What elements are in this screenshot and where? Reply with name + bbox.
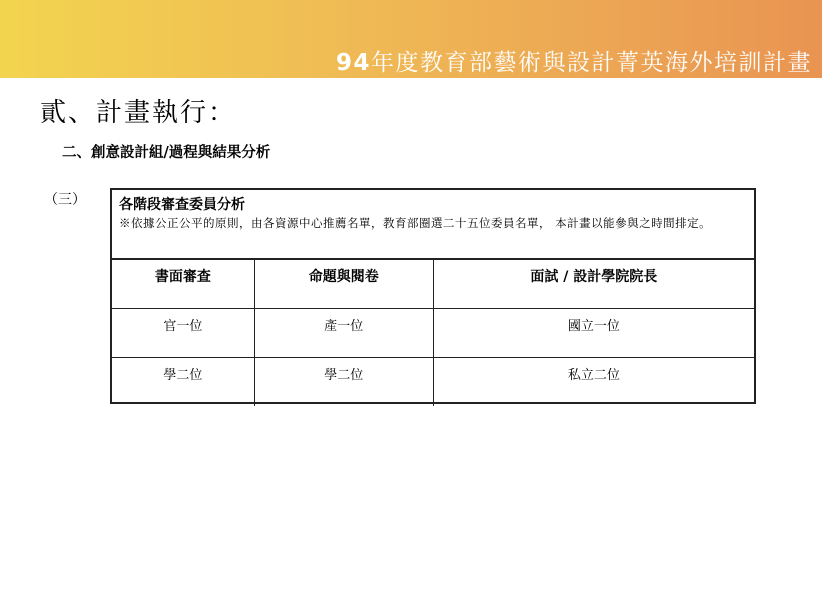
section-heading: 貳、計畫執行：: [40, 98, 237, 128]
table-row: [112, 358, 754, 407]
column-header: [112, 259, 254, 309]
table-cell: [112, 358, 254, 407]
cell-text: 產一位: [324, 319, 364, 334]
program-year: 94: [335, 50, 371, 76]
cell-text: 國立一位: [567, 319, 620, 334]
column-header: [433, 259, 754, 309]
program-title-text: 年度教育部藝術與設計菁英海外培訓計畫: [371, 50, 812, 76]
table-cell: [433, 309, 754, 358]
column-header-text: 面試 / 設計學院院長: [530, 269, 658, 285]
program-title: [336, 44, 812, 77]
table-cell: [112, 309, 254, 358]
committee-panel: [110, 188, 756, 404]
panel-title: 各階段審查委員分析: [119, 197, 245, 213]
cell-text: 私立二位: [567, 368, 620, 383]
table-cell: [433, 358, 754, 407]
column-header-text: 書面審查: [154, 269, 211, 285]
committee-table: [112, 258, 754, 406]
table-cell: [254, 309, 433, 358]
cell-text: 官一位: [163, 319, 203, 334]
panel-note: ※依據公正公平的原則，由各資源中心推薦名單，教育部圈選二十五位委員名單， 本計畫以能參與之時間排定。: [119, 216, 712, 230]
cell-text: 學二位: [324, 368, 364, 383]
header-banner: [0, 0, 822, 78]
cell-text: 學二位: [163, 368, 203, 383]
column-header: [254, 259, 433, 309]
table-header-row: [112, 259, 754, 309]
column-header-text: 命題與閱卷: [308, 269, 379, 285]
table-cell: [254, 358, 433, 407]
table-row: [112, 309, 754, 358]
item-marker: （三）: [44, 192, 86, 208]
subheading: 二、創意設計組/過程與結果分析: [62, 144, 271, 161]
